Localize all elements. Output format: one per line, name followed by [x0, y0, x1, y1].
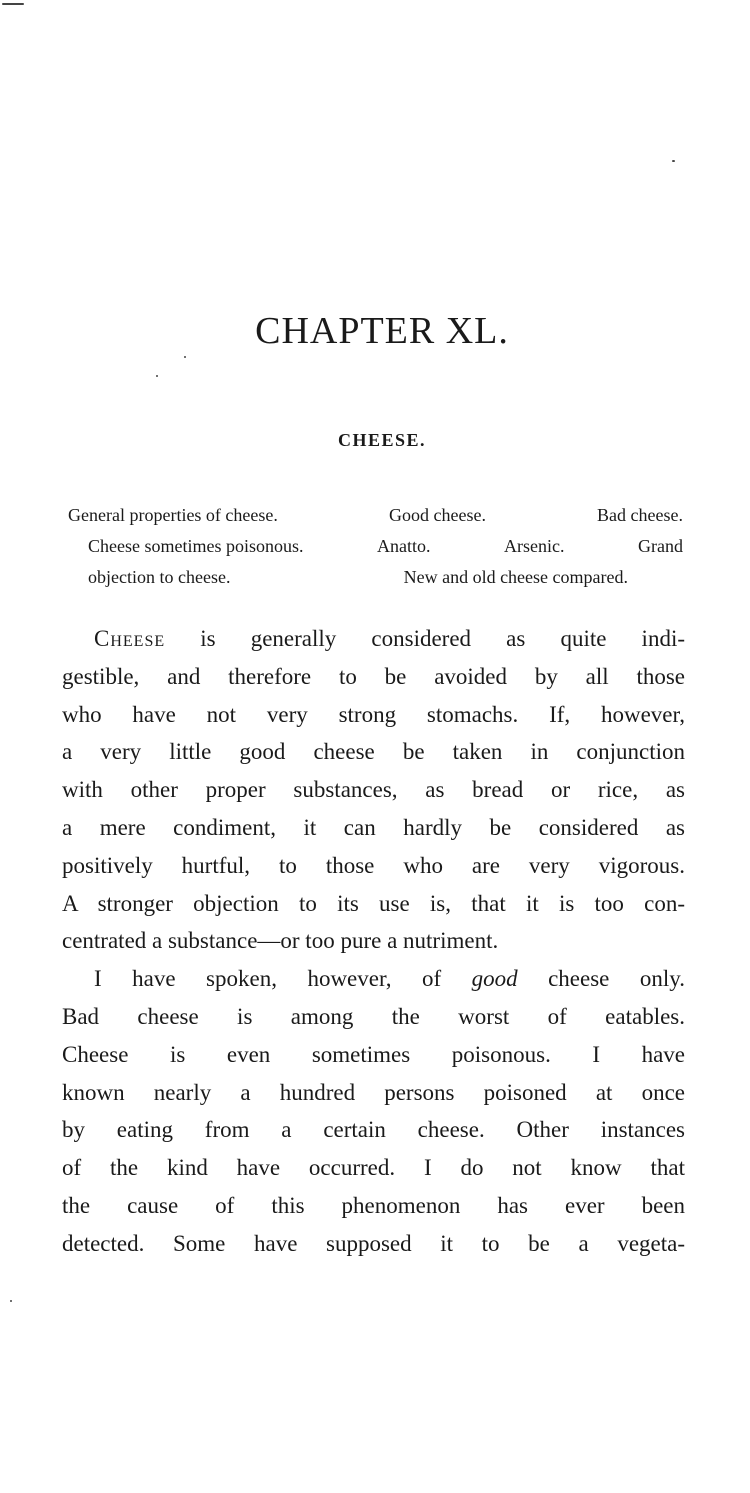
paragraph-line: positively hurtful, to those who are very vigorous. [62, 852, 685, 878]
line-text: I have spoken, however, of [94, 966, 472, 992]
paragraph-line [62, 960, 685, 998]
chapter-summary [68, 500, 683, 593]
emphasis: good [471, 966, 518, 992]
paragraph-line: Bad cheese is among the worst of eatables. [62, 1003, 685, 1029]
paragraph-line [62, 620, 685, 658]
paragraph-line: A stronger objection to its use is, that it is too con- [62, 890, 685, 916]
paragraph-line: a very little good cheese be taken in conjunction [62, 739, 685, 765]
paragraph-line: known nearly a hundred persons poisoned at once [62, 1079, 685, 1105]
summary-line [68, 531, 683, 562]
summary-item: New and old cheese compared. [403, 567, 628, 587]
paragraph-line: centrated a substance—or too pure a nutriment. [62, 928, 499, 954]
paragraph-line: by eating from a certain cheese. Other instances [62, 1117, 685, 1143]
summary-line [68, 562, 628, 593]
print-speck [10, 1300, 12, 1302]
paragraph-line: the cause of this phenomenon has ever been [62, 1192, 685, 1218]
paragraph-line: a mere condiment, it can hardly be considered as [62, 814, 685, 840]
print-speck [184, 356, 186, 358]
line-text: is generally considered as quite indi- [165, 626, 685, 651]
print-speck [2, 3, 24, 5]
summary-line [68, 500, 683, 531]
chapter-title: CHAPTER XL. [255, 310, 509, 352]
paragraph-line: detected. Some have supposed it to be a vegeta- [62, 1230, 685, 1256]
section-title: CHEESE. [337, 430, 427, 450]
print-speck [672, 160, 675, 162]
summary-item: Cheese sometimes poisonous. [88, 536, 304, 556]
body-text [62, 620, 685, 1263]
paragraph-line: with other proper substances, as bread or rice, as [62, 777, 685, 803]
summary-item: Good cheese. [388, 505, 486, 525]
paragraph-line: gestible, and therefore to be avoided by all those [62, 663, 685, 689]
paragraph-line: Cheese is even sometimes poisonous. I have [62, 1041, 685, 1067]
line-text: cheese only. [517, 966, 685, 992]
summary-item: Grand [638, 536, 683, 556]
paragraph-line: who have not very strong stomachs. If, however, [62, 701, 685, 727]
summary-item: objection to cheese. [88, 567, 231, 587]
print-speck [156, 375, 158, 377]
paragraph-line: of the kind have occurred. I do not know that [62, 1155, 685, 1181]
summary-item: Anatto. [377, 536, 431, 556]
summary-item: Arsenic. [504, 536, 565, 556]
lead-word: Cheese [94, 626, 166, 651]
summary-item: General properties of cheese. [68, 505, 278, 525]
summary-item: Bad cheese. [597, 505, 683, 525]
